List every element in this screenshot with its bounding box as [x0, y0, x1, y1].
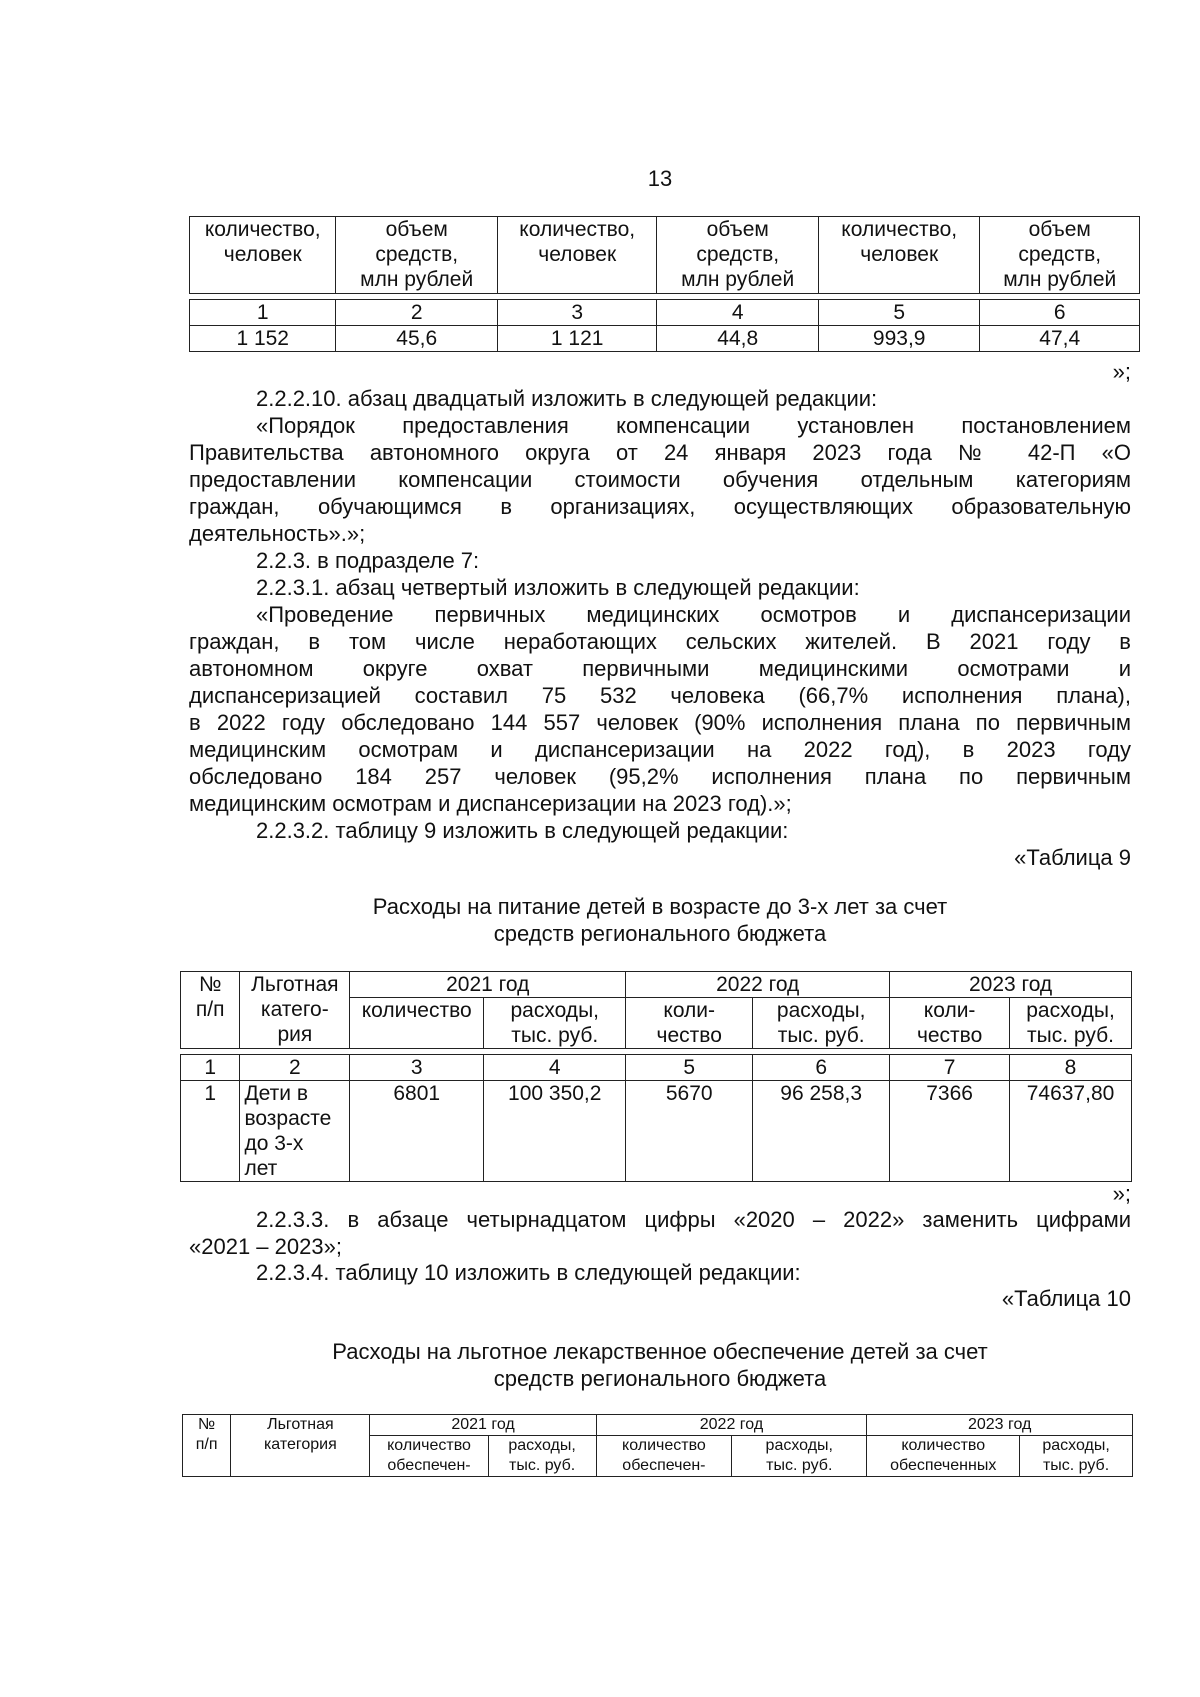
subheader-cell: расходы, тыс. руб. [1010, 998, 1132, 1049]
quote-line: автономном округе охват первичными медицинскими осмотрами и [189, 656, 1131, 681]
paragraph-2-2-3-2: 2.2.3.2. таблицу 9 изложить в следующей редакции: [256, 818, 789, 843]
quote-line: обследовано 184 257 человек (95,2% исполнения плана по первичным [189, 764, 1131, 789]
column-number: 2 [240, 1055, 350, 1081]
table-cell: 7366 [890, 1081, 1010, 1182]
header-year: 2023 год [867, 1415, 1133, 1436]
subheader-cell: количество [350, 998, 484, 1049]
subheader-cell: расходы, тыс. руб. [484, 998, 626, 1049]
column-number: 1 [190, 300, 336, 326]
paragraph-2-2-3-3-cont: «2021 – 2023»; [189, 1234, 342, 1259]
table-cell: 1 121 [497, 326, 657, 352]
quote-line: граждан, в том числе неработающих сельских жителей. В 2021 году в [189, 629, 1131, 654]
header-year: 2022 год [626, 972, 890, 998]
page-number: 13 [647, 166, 673, 191]
table-header-row [183, 1415, 1133, 1436]
table9-title-line: средств регионального бюджета [493, 921, 827, 946]
column-number: 2 [336, 300, 498, 326]
quote-line: предоставлении компенсации стоимости обучения отдельным категориям [189, 467, 1131, 492]
column-number: 3 [350, 1055, 484, 1081]
column-number: 6 [753, 1055, 890, 1081]
subheader-cell: расходы, тыс. руб. [488, 1436, 596, 1477]
column-number-row [190, 300, 1140, 326]
table-cell: 1 [181, 1081, 240, 1182]
header-num: № п/п [181, 972, 240, 1049]
column-number: 5 [626, 1055, 753, 1081]
header-cell: объем средств, млн рублей [980, 217, 1140, 294]
table-continuation [189, 216, 1140, 352]
table-cell: 993,9 [818, 326, 980, 352]
quote-line: деятельность».»; [189, 521, 366, 546]
header-cell: объем средств, млн рублей [657, 217, 819, 294]
paragraph-2-2-2-10: 2.2.2.10. абзац двадцатый изложить в следующей редакции: [256, 386, 878, 411]
subheader-cell: коли- чество [626, 998, 753, 1049]
quote-line: медицинским осмотрам и диспансеризации на 2022 год), в 2023 году [189, 737, 1131, 762]
table-row [190, 326, 1140, 352]
table-9 [180, 971, 1132, 1182]
column-number: 7 [890, 1055, 1010, 1081]
header-year: 2021 год [350, 972, 626, 998]
quote-line: Правительства автономного округа от 24 января 2023 года № 42-П «О [189, 440, 1131, 465]
table-cell: 44,8 [657, 326, 819, 352]
table-header-row [190, 217, 1140, 294]
quote-line: в 2022 году обследовано 144 557 человек (90% исполнения плана по первичным [189, 710, 1131, 735]
subheader-cell: количество обеспечен- [370, 1436, 488, 1477]
table9-label: «Таблица 9 [1014, 845, 1131, 870]
table-cell: Дети в возрасте до 3-х лет [240, 1081, 350, 1182]
column-number: 4 [484, 1055, 626, 1081]
table10-title-line: средств регионального бюджета [493, 1366, 827, 1391]
table-10 [182, 1414, 1133, 1477]
header-category: Льготная категория [231, 1415, 370, 1477]
header-cell: объем средств, млн рублей [336, 217, 498, 294]
table-cell: 100 350,2 [484, 1081, 626, 1182]
table-cell: 6801 [350, 1081, 484, 1182]
column-number-row [181, 1055, 1132, 1081]
closing-quote: »; [1112, 1181, 1131, 1206]
quote-line: диспансеризацией составил 75 532 человека (66,7% исполнения плана), [189, 683, 1131, 708]
table10-title-line: Расходы на льготное лекарственное обеспечение детей за счет [332, 1339, 988, 1364]
subheader-cell: количество обеспеченных [867, 1436, 1020, 1477]
header-cell: количество, человек [190, 217, 336, 294]
table-row [181, 1081, 1132, 1182]
paragraph-2-2-3-4: 2.2.3.4. таблицу 10 изложить в следующей редакции: [256, 1260, 801, 1285]
column-number: 4 [657, 300, 819, 326]
table-cell: 47,4 [980, 326, 1140, 352]
table-cell: 1 152 [190, 326, 336, 352]
header-year: 2023 год [890, 972, 1132, 998]
paragraph-2-2-3-1: 2.2.3.1. абзац четвертый изложить в следующей редакции: [256, 575, 860, 600]
header-cell: количество, человек [818, 217, 980, 294]
column-number: 1 [181, 1055, 240, 1081]
column-number: 8 [1010, 1055, 1132, 1081]
column-number: 6 [980, 300, 1140, 326]
header-cell: количество, человек [497, 217, 657, 294]
subheader-cell: количество обеспечен- [596, 1436, 732, 1477]
table9-title-line: Расходы на питание детей в возрасте до 3-х лет за счет [372, 894, 948, 919]
header-year: 2022 год [596, 1415, 867, 1436]
table-cell: 74637,80 [1010, 1081, 1132, 1182]
table-cell: 96 258,3 [753, 1081, 890, 1182]
paragraph-2-2-3: 2.2.3. в подразделе 7: [256, 548, 480, 573]
quote-line: медицинским осмотрам и диспансеризации на 2023 год).»; [189, 791, 792, 816]
column-number: 5 [818, 300, 980, 326]
subheader-cell: расходы, тыс. руб. [732, 1436, 867, 1477]
table10-label: «Таблица 10 [1001, 1286, 1131, 1311]
header-year: 2021 год [370, 1415, 596, 1436]
subheader-cell: расходы, тыс. руб. [1020, 1436, 1133, 1477]
paragraph-2-2-3-3: 2.2.3.3. в абзаце четырнадцатом цифры «2020 – 2022» заменить цифрами [256, 1207, 1131, 1232]
quote-line: «Проведение первичных медицинских осмотров и диспансеризации [256, 602, 1131, 627]
subheader-cell: расходы, тыс. руб. [753, 998, 890, 1049]
closing-quote: »; [1112, 359, 1131, 384]
table-cell: 5670 [626, 1081, 753, 1182]
header-num: № п/п [183, 1415, 231, 1477]
column-number: 3 [497, 300, 657, 326]
subheader-cell: коли- чество [890, 998, 1010, 1049]
header-category: Льготная катего- рия [240, 972, 350, 1049]
table-cell: 45,6 [336, 326, 498, 352]
quote-line: граждан, обучающимся в организациях, осуществляющих образовательную [189, 494, 1131, 519]
table-header-row [181, 972, 1132, 998]
quote-line: «Порядок предоставления компенсации установлен постановлением [256, 413, 1131, 438]
